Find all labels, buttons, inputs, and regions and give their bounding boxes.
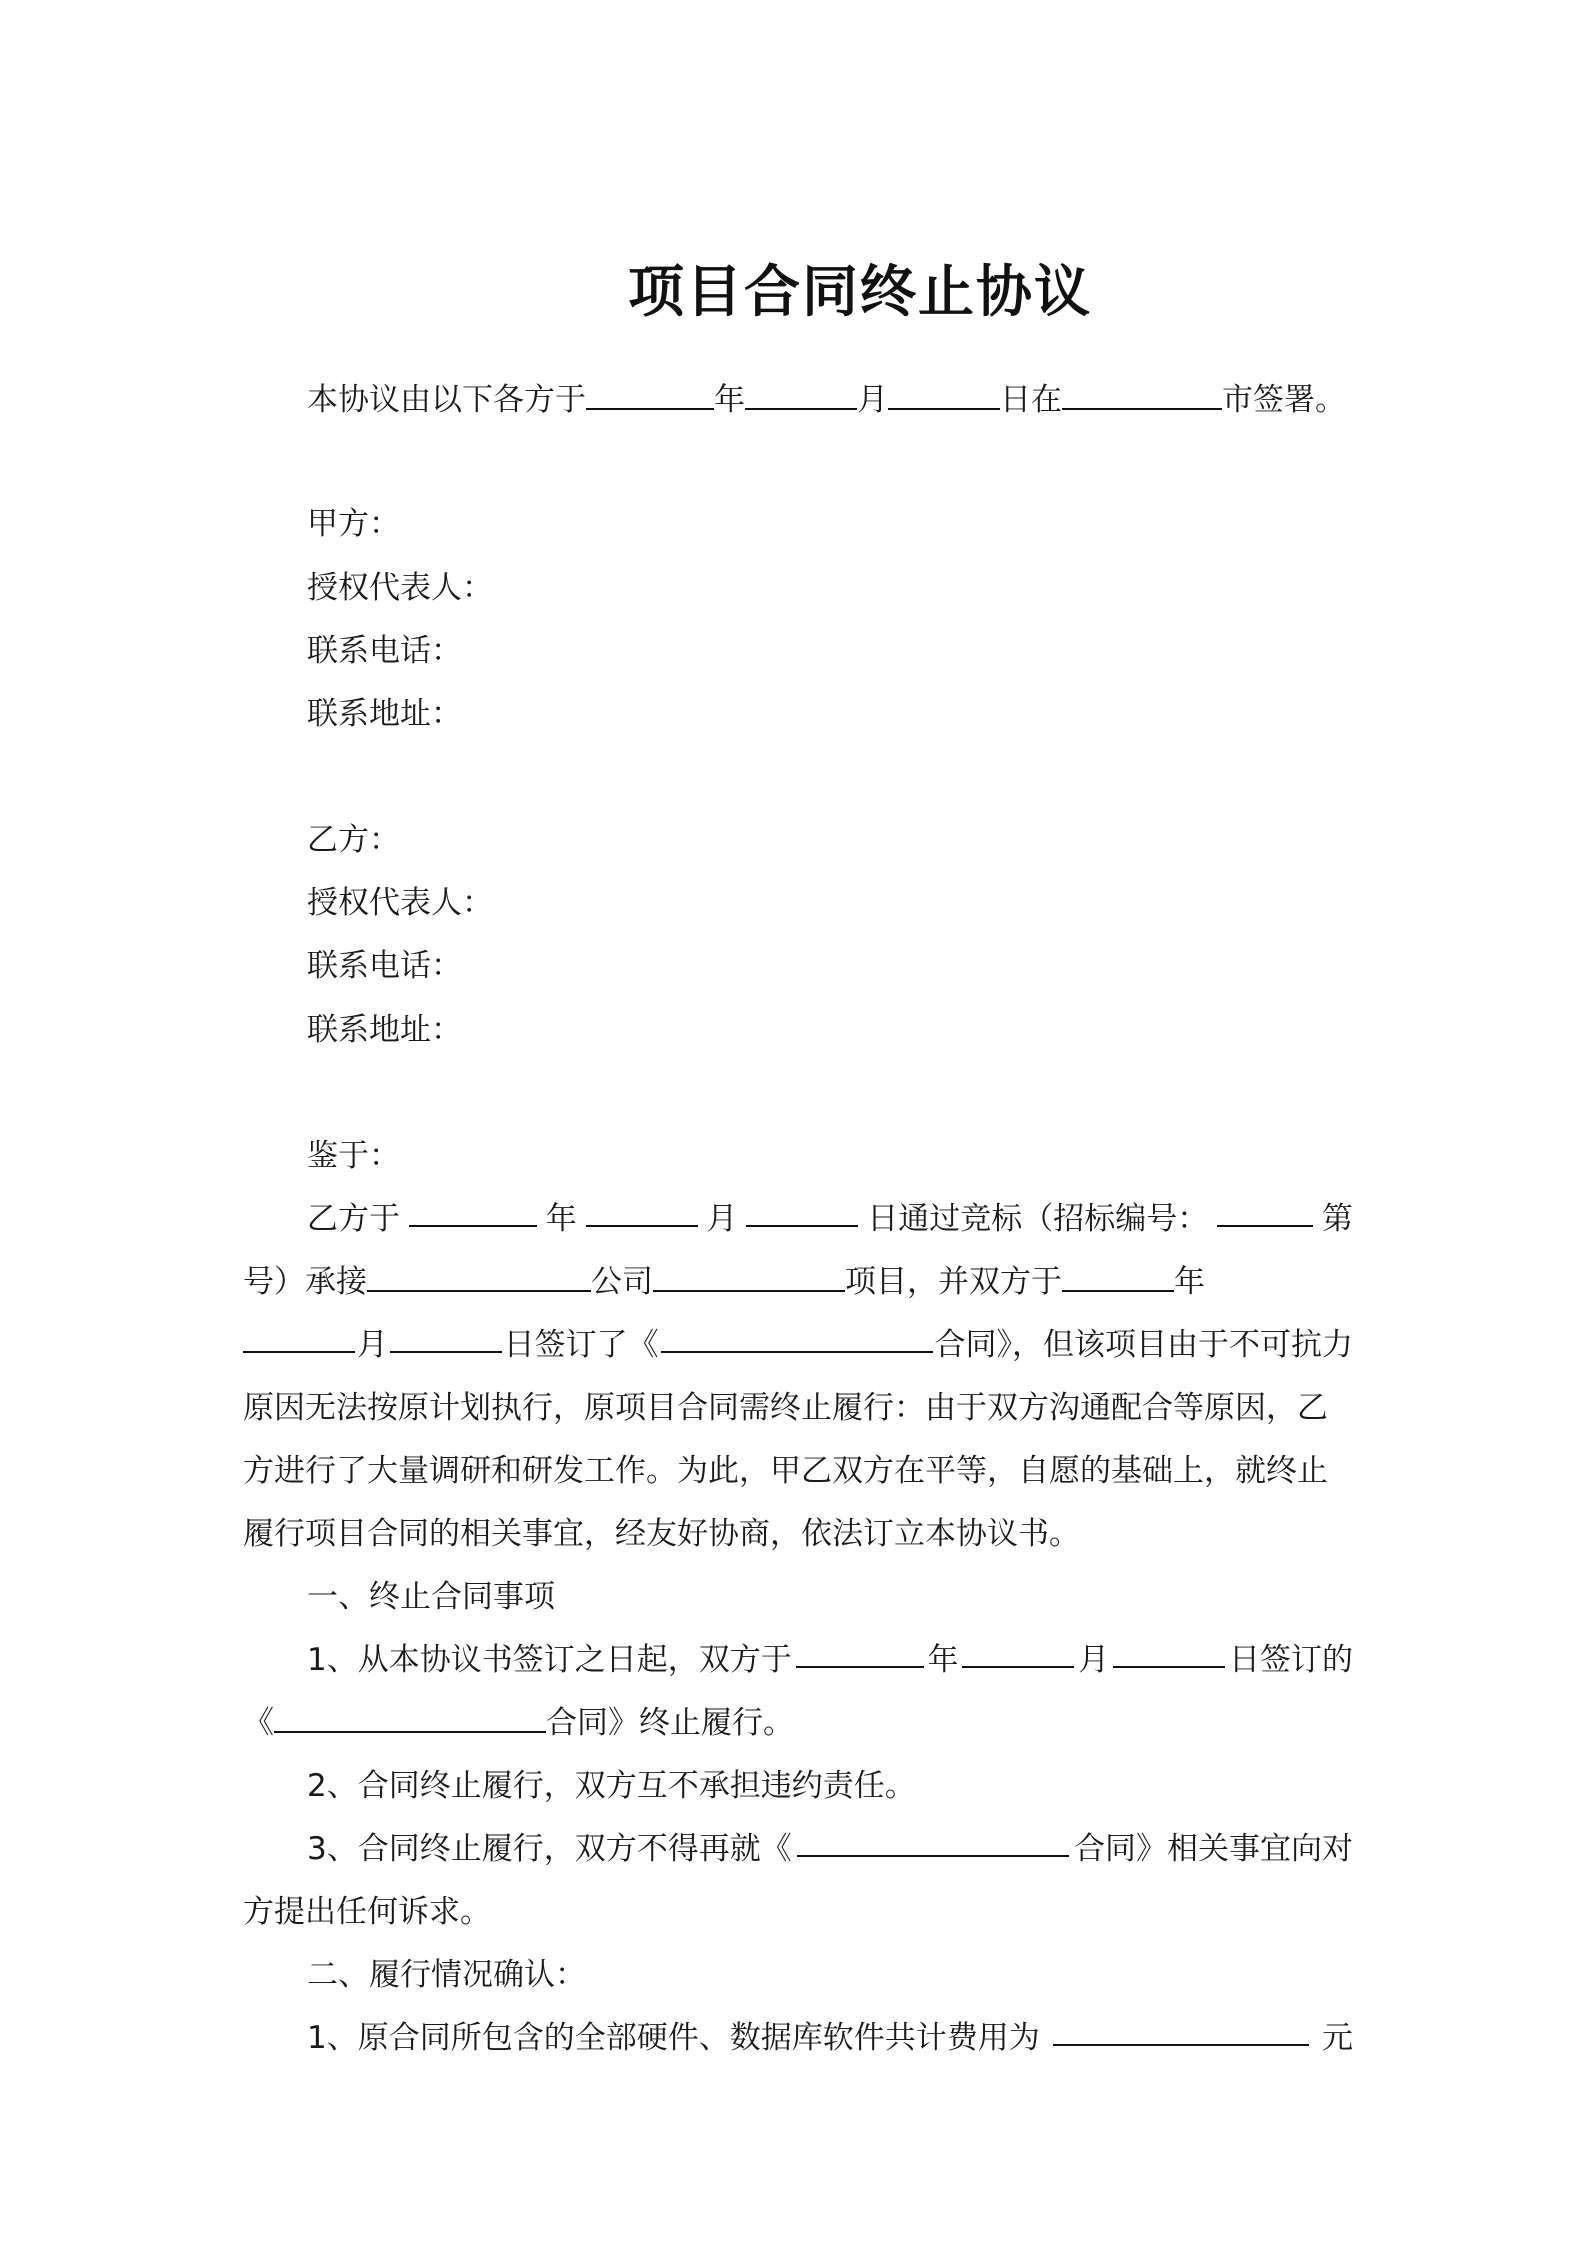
section-1-item-1-e: 《 [243, 1705, 274, 1741]
intro-text-1: 本协议由以下各方于 [307, 382, 586, 418]
sign-month-blank[interactable] [243, 1323, 355, 1353]
party-b-address-label: 联系地址： [307, 1012, 462, 1048]
party-a-name-label: 甲方： [307, 506, 400, 542]
whereas-p1-c: 月 [706, 1201, 738, 1237]
tender-number-blank[interactable] [1217, 1197, 1313, 1227]
year-blank[interactable] [586, 380, 714, 410]
whereas-p3-b: 日签订了《 [503, 1327, 659, 1363]
sign-year-blank[interactable] [1062, 1262, 1174, 1292]
terminate-day-blank[interactable] [1113, 1638, 1225, 1668]
section-1-item-1-a: 1、从本协议书签订之日起，双方于 [307, 1642, 792, 1678]
section-2-item-1-a: 1、原合同所包含的全部硬件、数据库软件共计费用为 [307, 2020, 1040, 2056]
whereas-label: 鉴于： [307, 1138, 400, 1174]
party-b-rep-label: 授权代表人： [307, 885, 493, 921]
section-1-item-1-f: 合同》终止履行。 [546, 1705, 794, 1741]
section-2-heading: 二、履行情况确认： [307, 1957, 586, 1993]
intro-text-3: 月 [857, 382, 888, 418]
section-1-item-3-b: 合同》相关事宜向对 [1073, 1831, 1353, 1867]
whereas-p1-a: 乙方于 [307, 1201, 400, 1237]
section-1-item-1-c: 月 [1078, 1642, 1110, 1678]
section-1-item-1-line-1 [243, 1638, 1353, 1682]
day-blank[interactable] [888, 380, 1000, 410]
section-1-item-1-line-2 [243, 1701, 1353, 1745]
intro-text-2: 年 [714, 382, 745, 418]
award-year-blank[interactable] [409, 1197, 537, 1227]
whereas-paragraph-line-2 [243, 1260, 1353, 1304]
party-b-name-label: 乙方： [307, 822, 400, 858]
section-1-item-3-a: 3、合同终止履行，双方不得再就《 [307, 1831, 792, 1867]
section-1-item-3-line-1 [243, 1827, 1353, 1871]
sign-day-blank[interactable] [390, 1323, 502, 1353]
section-2-item-1 [243, 2016, 1353, 2060]
project-blank[interactable] [653, 1262, 845, 1292]
whereas-p3-a: 月 [356, 1327, 388, 1363]
whereas-p1-e: 第 [1322, 1201, 1353, 1237]
section-2-item-1-b: 元 [1321, 2020, 1353, 2056]
party-b-phone-label: 联系电话： [307, 948, 462, 984]
party-a-rep-label: 授权代表人： [307, 570, 493, 606]
section-1-item-1-b: 年 [927, 1642, 959, 1678]
whereas-p2-d: 年 [1174, 1264, 1205, 1300]
whereas-paragraph-line-4: 原因无法按原计划执行，原项目合同需终止履行：由于双方沟通配合等原因，乙 [243, 1390, 1328, 1426]
whereas-p2-a: 号）承接 [243, 1264, 367, 1300]
terminate-month-blank[interactable] [962, 1638, 1074, 1668]
whereas-p1-d: 日通过竞标（招标编号： [867, 1201, 1209, 1237]
whereas-p2-c: 项目，并双方于 [845, 1264, 1062, 1300]
section-1-item-1-d: 日签订的 [1228, 1642, 1353, 1678]
company-blank[interactable] [367, 1262, 591, 1292]
terminate-year-blank[interactable] [796, 1638, 924, 1668]
whereas-paragraph-line-5: 方进行了大量调研和研发工作。为此，甲乙双方在平等，自愿的基础上，就终止 [243, 1453, 1328, 1489]
contract-name-blank[interactable] [661, 1323, 933, 1353]
intro-line [243, 378, 1417, 422]
party-a-phone-label: 联系电话： [307, 633, 462, 669]
section-1-heading: 一、终止合同事项 [307, 1579, 555, 1615]
section-1-item-3-line-2: 方提出任何诉求。 [243, 1894, 491, 1930]
whereas-p3-c: 合同》，但该项目由于不可抗力 [934, 1327, 1353, 1363]
document-title: 项目合同终止协议 [628, 259, 1092, 325]
whereas-p2-b: 公司 [591, 1264, 653, 1300]
claims-contract-blank[interactable] [797, 1827, 1069, 1857]
intro-text-4: 日在 [1000, 382, 1062, 418]
city-blank[interactable] [1062, 380, 1222, 410]
total-cost-blank[interactable] [1053, 2016, 1309, 2046]
whereas-p1-b: 年 [545, 1201, 577, 1237]
whereas-paragraph-line-6: 履行项目合同的相关事宜，经友好协商，依法订立本协议书。 [243, 1516, 1080, 1552]
award-day-blank[interactable] [746, 1197, 858, 1227]
intro-text-5: 市签署。 [1222, 382, 1346, 418]
whereas-paragraph-line-3 [243, 1323, 1353, 1367]
terminated-contract-blank[interactable] [274, 1703, 546, 1733]
month-blank[interactable] [745, 380, 857, 410]
whereas-paragraph-line-1 [243, 1197, 1353, 1241]
party-a-address-label: 联系地址： [307, 696, 462, 732]
section-1-item-2: 2、合同终止履行，双方互不承担违约责任。 [307, 1768, 916, 1804]
award-month-blank[interactable] [586, 1197, 698, 1227]
